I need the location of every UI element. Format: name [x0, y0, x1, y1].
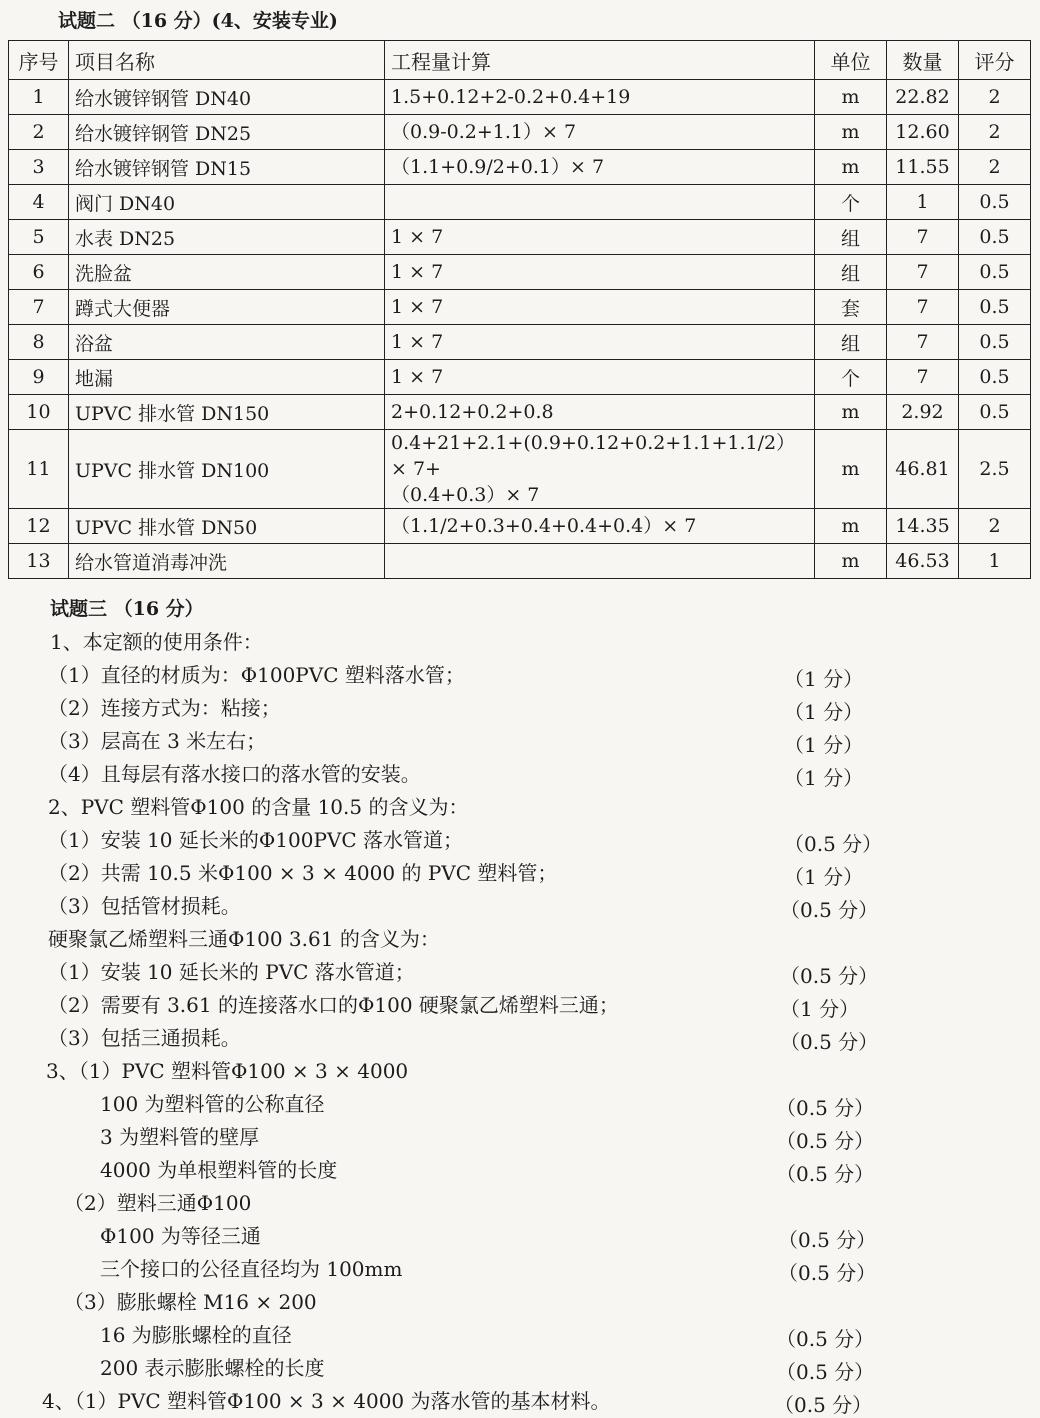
cell-unit: m [815, 80, 887, 115]
cell-calc [385, 430, 815, 509]
answer-line: （1）直径的材质为：Φ100PVC 塑料落水管； [48, 663, 465, 687]
header-name: 项目名称 [69, 41, 385, 80]
cell-score: 2 [959, 150, 1031, 185]
table-row [9, 290, 1031, 325]
answer-line: （3）膨胀螺栓 M16 × 200 [64, 1290, 317, 1314]
cell-score: 2 [959, 115, 1031, 150]
calc-line: 1 × 7 [391, 331, 444, 353]
answer-score: （1 分） [780, 997, 860, 1021]
answer-line: 16 为膨胀螺栓的直径 [100, 1323, 292, 1347]
answer-line: （2）共需 10.5 米Φ100 × 3 × 4000 的 PVC 塑料管； [48, 861, 558, 885]
calc-line: 1 × 7 [391, 226, 444, 248]
answer-score: （0.5 分） [778, 1228, 877, 1252]
cell-name: 给水镀锌钢管 DN25 [69, 115, 385, 150]
cell-calc [385, 509, 815, 544]
cell-unit: m [815, 544, 887, 579]
cell-name: 洗脸盆 [69, 255, 385, 290]
answer-line: Φ100 为等径三通 [100, 1224, 261, 1248]
calc-line: 2+0.12+0.2+0.8 [391, 401, 554, 423]
cell-calc [385, 115, 815, 150]
answer-score: （0.5 分） [776, 1360, 875, 1384]
cell-no: 9 [9, 360, 69, 395]
table-row [9, 185, 1031, 220]
cell-score: 0.5 [959, 325, 1031, 360]
cell-unit: 组 [815, 220, 887, 255]
cell-no: 6 [9, 255, 69, 290]
cell-qty: 7 [887, 290, 959, 325]
answer-score: （1 分） [784, 865, 864, 889]
answer-line: 三个接口的公径直径均为 100mm [100, 1257, 403, 1281]
cell-calc [385, 360, 815, 395]
cell-calc [385, 325, 815, 360]
calc-line: （1.1+0.9/2+0.1）× 7 [391, 156, 605, 178]
cell-qty: 2.92 [887, 395, 959, 430]
cell-name: UPVC 排水管 DN150 [69, 395, 385, 430]
answer-line: （3）包括三通损耗。 [48, 1026, 241, 1050]
cell-qty: 46.81 [887, 430, 959, 509]
table-row [9, 255, 1031, 290]
table-row [9, 150, 1031, 185]
cell-qty: 14.35 [887, 509, 959, 544]
cell-no: 1 [9, 80, 69, 115]
answer-score: （1 分） [784, 733, 864, 757]
cell-calc [385, 150, 815, 185]
cell-no: 4 [9, 185, 69, 220]
answer-score: （1 分） [784, 766, 864, 790]
cell-score: 0.5 [959, 395, 1031, 430]
answer-line: （2）连接方式为：粘接； [48, 696, 281, 720]
answer-score: （1 分） [784, 700, 864, 724]
answer-score: （0.5 分） [780, 1030, 879, 1054]
answer-line: （2）塑料三通Φ100 [64, 1191, 252, 1215]
cell-score: 2.5 [959, 430, 1031, 509]
table-row [9, 395, 1031, 430]
cell-score: 0.5 [959, 185, 1031, 220]
header-qty: 数量 [887, 41, 959, 80]
table-row [9, 325, 1031, 360]
cell-no: 5 [9, 220, 69, 255]
quantity-table [8, 40, 1031, 579]
cell-score: 0.5 [959, 360, 1031, 395]
calc-line: （0.4+0.3）× 7 [391, 484, 540, 506]
answer-score: （0.5 分） [776, 1129, 875, 1153]
answer-score: （0.5 分） [784, 832, 883, 856]
table-body [9, 80, 1031, 579]
cell-no: 2 [9, 115, 69, 150]
cell-name: UPVC 排水管 DN50 [69, 509, 385, 544]
answer-line: （1）安装 10 延长米的 PVC 落水管道； [48, 960, 415, 984]
cell-unit: 个 [815, 185, 887, 220]
cell-unit: 组 [815, 325, 887, 360]
header-no: 序号 [9, 41, 69, 80]
answer-line: 100 为塑料管的公称直径 [100, 1092, 325, 1116]
cell-qty: 7 [887, 360, 959, 395]
cell-no: 12 [9, 509, 69, 544]
cell-qty: 1 [887, 185, 959, 220]
cell-name: 给水镀锌钢管 DN15 [69, 150, 385, 185]
header-calc: 工程量计算 [385, 41, 815, 80]
cell-unit: 个 [815, 360, 887, 395]
cell-no: 13 [9, 544, 69, 579]
answer-score: （0.5 分） [778, 1261, 877, 1285]
answer-score: （0.5 分） [776, 1162, 875, 1186]
answer-line: （1）安装 10 延长米的Φ100PVC 落水管道； [48, 828, 464, 852]
cell-name: 给水镀锌钢管 DN40 [69, 80, 385, 115]
cell-calc [385, 185, 815, 220]
answer-score: （0.5 分） [780, 898, 879, 922]
calc-line: （0.9-0.2+1.1）× 7 [391, 121, 577, 143]
calc-line: 1.5+0.12+2-0.2+0.4+19 [391, 86, 631, 108]
header-score: 评分 [959, 41, 1031, 80]
cell-score: 0.5 [959, 290, 1031, 325]
table-row [9, 115, 1031, 150]
calc-line: 1 × 7 [391, 366, 444, 388]
cell-score: 2 [959, 509, 1031, 544]
table-row [9, 220, 1031, 255]
cell-name: UPVC 排水管 DN100 [69, 430, 385, 509]
cell-calc [385, 220, 815, 255]
answer-line: （4）且每层有落水接口的落水管的安装。 [48, 762, 421, 786]
cell-calc [385, 544, 815, 579]
answer-line: （3）层高在 3 米左右； [48, 729, 267, 753]
cell-no: 3 [9, 150, 69, 185]
cell-score: 0.5 [959, 255, 1031, 290]
cell-score: 1 [959, 544, 1031, 579]
cell-qty: 7 [887, 325, 959, 360]
answer-line: （3）包括管材损耗。 [48, 894, 241, 918]
calc-line: （1.1/2+0.3+0.4+0.4+0.4）× 7 [391, 515, 697, 537]
cell-unit: m [815, 115, 887, 150]
cell-no: 8 [9, 325, 69, 360]
answer-score: （1 分） [784, 667, 864, 691]
cell-score: 2 [959, 80, 1031, 115]
table-header-row [9, 41, 1031, 80]
answer-line: 1、本定额的使用条件： [50, 630, 263, 654]
cell-no: 11 [9, 430, 69, 509]
calc-line: 0.4+21+2.1+(0.9+0.12+0.2+1.1+1.1/2）× 7+ [391, 432, 796, 480]
cell-name: 蹲式大便器 [69, 290, 385, 325]
cell-calc [385, 395, 815, 430]
cell-unit: m [815, 395, 887, 430]
answer-line: 200 表示膨胀螺栓的长度 [100, 1356, 325, 1380]
cell-qty: 7 [887, 220, 959, 255]
cell-name: 给水管道消毒冲洗 [69, 544, 385, 579]
answer-line: 3、（1）PVC 塑料管Φ100 × 3 × 4000 [46, 1059, 409, 1083]
cell-no: 10 [9, 395, 69, 430]
question-3-title: 试题三 （16 分） [50, 598, 204, 620]
cell-name: 阀门 DN40 [69, 185, 385, 220]
answer-line: 4、（1）PVC 塑料管Φ100 × 3 × 4000 为落水管的基本材料。 [42, 1389, 611, 1413]
table-row [9, 430, 1031, 509]
cell-unit: m [815, 509, 887, 544]
answer-score: （0.5 分） [774, 1393, 873, 1417]
cell-qty: 12.60 [887, 115, 959, 150]
table-row [9, 544, 1031, 579]
cell-unit: m [815, 150, 887, 185]
cell-name: 浴盆 [69, 325, 385, 360]
cell-unit: 套 [815, 290, 887, 325]
cell-name: 水表 DN25 [69, 220, 385, 255]
answer-line: 4000 为单根塑料管的长度 [100, 1158, 338, 1182]
answer-line: （2）需要有 3.61 的连接落水口的Φ100 硬聚氯乙烯塑料三通； [48, 993, 619, 1017]
cell-unit: 组 [815, 255, 887, 290]
cell-qty: 11.55 [887, 150, 959, 185]
cell-calc [385, 290, 815, 325]
cell-qty: 46.53 [887, 544, 959, 579]
table-row [9, 509, 1031, 544]
table-row [9, 360, 1031, 395]
cell-name: 地漏 [69, 360, 385, 395]
answer-score: （0.5 分） [776, 1096, 875, 1120]
calc-line: 1 × 7 [391, 261, 444, 283]
cell-qty: 22.82 [887, 80, 959, 115]
calc-line: 1 × 7 [391, 296, 444, 318]
cell-calc [385, 255, 815, 290]
cell-score: 0.5 [959, 220, 1031, 255]
cell-no: 7 [9, 290, 69, 325]
cell-unit: m [815, 430, 887, 509]
cell-qty: 7 [887, 255, 959, 290]
table-row [9, 80, 1031, 115]
answer-score: （0.5 分） [780, 964, 879, 988]
answer-score: （0.5 分） [776, 1327, 875, 1351]
answer-line: 硬聚氯乙烯塑料三通Φ100 3.61 的含义为： [48, 927, 440, 951]
answer-line: 3 为塑料管的壁厚 [100, 1125, 260, 1149]
answer-line: 2、PVC 塑料管Φ100 的含量 10.5 的含义为： [48, 795, 469, 819]
header-unit: 单位 [815, 41, 887, 80]
question-2-title: 试题二 （16 分）(4、安装专业) [58, 10, 338, 32]
cell-calc [385, 80, 815, 115]
